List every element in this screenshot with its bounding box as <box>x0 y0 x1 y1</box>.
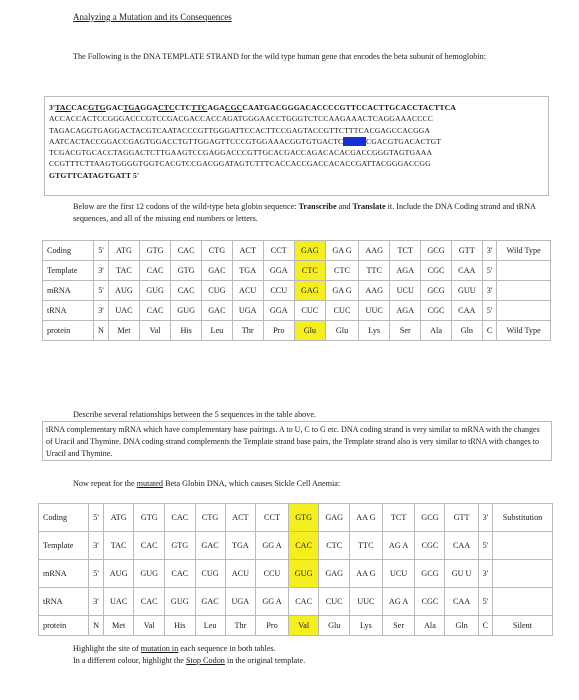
table-cell: CAC <box>171 241 202 261</box>
table-cell: CAC <box>165 504 196 532</box>
sequence-line-2: ACCACCACTCCGGGACCCGTCCGACGACCACCAGATGGGAACCTGGGTCTCCAAGAAACTCAGGAAACCCC <box>49 114 433 124</box>
table-cell: CGC <box>421 301 451 321</box>
table-cell: AGA <box>390 261 421 281</box>
table-cell: GTG <box>171 261 202 281</box>
table-cell: CGC <box>421 261 451 281</box>
row-note <box>492 560 552 588</box>
table-cell: CAA <box>451 261 482 281</box>
hi1-u: mutation in <box>140 644 179 653</box>
table-cell: CAC <box>171 281 202 301</box>
table-cell: TCT <box>390 241 421 261</box>
table-row <box>43 281 551 301</box>
sequence-line-7: GTGTTCATAGTGATT 5' <box>49 170 140 180</box>
table-cell: Lys <box>350 616 383 636</box>
table-cell: Thr <box>225 616 256 636</box>
table-cell: CUG <box>202 281 232 301</box>
table-cell: GUU <box>451 281 482 301</box>
row-end-start: N <box>94 321 109 341</box>
codon-6: GGA <box>140 103 159 112</box>
table-row <box>43 261 551 281</box>
codon-10: AGA <box>207 103 225 112</box>
table-cell: UAC <box>103 588 134 616</box>
row-note: Wild Type <box>497 321 551 341</box>
table-cell: Ser <box>390 321 421 341</box>
mutated-table <box>38 503 553 636</box>
table-cell: GGA <box>263 261 294 281</box>
table-cell: GAG <box>319 504 350 532</box>
sequence-line-6: CCGTTTCTTAAGTGGGGTGGTCACGTCCGACGGATAGTCTTTCACCACCGACCACACCGATTACGGGACCGG <box>49 159 431 169</box>
row-label: Template <box>39 532 89 560</box>
table-cell: CGC <box>415 532 445 560</box>
row-label: mRNA <box>39 560 89 588</box>
row-end-start: 5' <box>89 560 104 588</box>
table-cell: TTC <box>350 532 383 560</box>
table-cell: CAA <box>445 532 478 560</box>
sequence-line-5: TCGACGTGCACCTAGGACTCTTGAAGTCCGAGGACCCGTTGCACGACCAGACACACGACCGGGTAGTGAAA <box>49 148 433 158</box>
highlight-instruction-2 <box>73 656 305 665</box>
table-cell: GA G <box>325 281 358 301</box>
sequence-line-4-b: CGACGTGACACTGT <box>365 136 442 146</box>
hi2-b: in the original template. <box>224 656 306 665</box>
table-cell: GUG <box>288 560 319 588</box>
table-cell: GTG <box>140 241 171 261</box>
codon-11: CGC <box>224 103 243 112</box>
row-note <box>492 588 552 616</box>
table-cell: CGC <box>415 588 445 616</box>
transcribe-instruction <box>73 201 553 225</box>
table-row <box>39 504 553 532</box>
table-cell: CAC <box>134 532 165 560</box>
table-cell: GAG <box>319 560 350 588</box>
instruction-translate: Translate <box>352 202 386 211</box>
three-prime-label: 3' <box>49 103 56 112</box>
table-cell: GUG <box>140 281 171 301</box>
table-row <box>39 616 553 636</box>
table-cell: His <box>171 321 202 341</box>
table-cell: TAC <box>103 532 134 560</box>
table-cell: GAG <box>294 241 325 261</box>
table-row <box>43 301 551 321</box>
row-note <box>497 281 551 301</box>
table-cell: ACT <box>232 241 263 261</box>
row-end-start: 5' <box>94 241 109 261</box>
table-cell: GTG <box>134 504 165 532</box>
row-label: Template <box>43 261 94 281</box>
table-cell: GAC <box>195 588 225 616</box>
codon-5: TGA <box>123 103 141 112</box>
table-cell: GAC <box>195 532 225 560</box>
table-cell: TGA <box>232 261 263 281</box>
table-cell: His <box>165 616 196 636</box>
table-cell: CAA <box>445 588 478 616</box>
row-end-finish: 3' <box>482 241 496 261</box>
sequence-line-4-a: AATCACTACCGGACCGAGTGGACCTGTTGGAGTTCCCGTGGAAACGGTGTGACTC <box>49 136 344 146</box>
table-cell: Ala <box>421 321 451 341</box>
table-cell: AA G <box>350 504 383 532</box>
table-cell: Gln <box>451 321 482 341</box>
codon-3: GTG <box>88 103 106 112</box>
table-cell: GA G <box>325 241 358 261</box>
repeat-a: Now repeat for the <box>73 479 137 488</box>
wild-type-table <box>42 240 551 341</box>
table-cell: UAC <box>108 301 139 321</box>
answer-box[interactable]: tRNA complementary mRNA which have complementary base pairings. A to U, C to G etc. DNA coding strand is very similar to mRNA with the changes of Uracil and Thymine. DNA coding strand complements the Template strand base pairs, the Template strand also is very similar to tRNA with changes to Uracil and Thymine. <box>42 421 552 461</box>
repeat-b: Beta Globin DNA, which causes Sickle Cell Anemia: <box>163 479 341 488</box>
template-sequence-box <box>44 96 549 196</box>
table-cell: Ser <box>382 616 415 636</box>
table-cell: UUC <box>359 301 390 321</box>
row-end-finish: 5' <box>478 532 492 560</box>
table-cell: AUG <box>108 281 139 301</box>
table-row <box>39 560 553 588</box>
table-cell: TCT <box>382 504 415 532</box>
table-row <box>39 532 553 560</box>
row-end-start: N <box>89 616 104 636</box>
row-end-finish: 5' <box>478 588 492 616</box>
worksheet-heading: Analyzing a Mutation and its Consequences <box>73 12 232 22</box>
row-note <box>497 301 551 321</box>
table-cell: GTG <box>165 532 196 560</box>
table-cell: CTG <box>202 241 232 261</box>
hi1-a: Highlight the site of <box>73 644 141 653</box>
table-cell: GAC <box>202 301 232 321</box>
table-cell: GTT <box>445 504 478 532</box>
table-row <box>43 321 551 341</box>
table-cell: Val <box>134 616 165 636</box>
table-row <box>43 241 551 261</box>
table-cell: AAG <box>359 281 390 301</box>
instruction-part1: Below are the first 12 codons of the wild-type beta globin sequence: <box>73 202 299 211</box>
codon-1: TAC <box>55 103 72 112</box>
row-note <box>492 532 552 560</box>
table-cell: Val <box>140 321 171 341</box>
row-label: tRNA <box>39 588 89 616</box>
instruction-and: and <box>336 202 353 211</box>
mutated-prompt <box>73 479 340 488</box>
row-note: Substitution <box>492 504 552 532</box>
row-end-finish: C <box>478 616 492 636</box>
table-cell: Pro <box>263 321 294 341</box>
table-cell: Leu <box>195 616 225 636</box>
row-note <box>497 261 551 281</box>
table-cell: CAC <box>165 560 196 588</box>
row-label: mRNA <box>43 281 94 301</box>
table-cell: CCT <box>256 504 289 532</box>
table-cell: CAC <box>140 301 171 321</box>
table-cell: GG A <box>256 532 289 560</box>
row-end-start: 5' <box>94 281 109 301</box>
hi1-b: each sequence in both tables. <box>178 644 276 653</box>
table-cell: Thr <box>232 321 263 341</box>
table-cell: UGA <box>232 301 263 321</box>
table-cell: CUC <box>294 301 325 321</box>
table-cell: Ala <box>415 616 445 636</box>
table-cell: GCG <box>415 560 445 588</box>
stop-codon-highlight: XXXX <box>343 136 366 146</box>
row-end-start: 3' <box>94 261 109 281</box>
table-cell: UCU <box>390 281 421 301</box>
table-cell: UCU <box>382 560 415 588</box>
table-cell: AGA <box>390 301 421 321</box>
table-cell: Leu <box>202 321 232 341</box>
table-cell: GTG <box>288 504 319 532</box>
row-note: Silent <box>492 616 552 636</box>
instruction-transcribe: Transcribe <box>298 202 337 211</box>
table-cell: ATG <box>103 504 134 532</box>
table-cell: GG A <box>256 588 289 616</box>
sequence-line-4 <box>49 136 544 147</box>
table-cell: GAG <box>294 281 325 301</box>
table-cell: TAC <box>108 261 139 281</box>
table-cell: CAA <box>451 301 482 321</box>
table-cell: UUC <box>350 588 383 616</box>
table-cell: CCU <box>263 281 294 301</box>
row-end-finish: 3' <box>478 560 492 588</box>
table-cell: GUG <box>165 588 196 616</box>
table-cell: Gln <box>445 616 478 636</box>
intro-text: The Following is the DNA TEMPLATE STRAND for the wild type human gene that encodes the beta subunit of hemoglobin: <box>73 52 487 61</box>
codon-7: CTC <box>158 103 175 112</box>
row-end-finish: 3' <box>478 504 492 532</box>
table-cell: Met <box>108 321 139 341</box>
row-end-start: 3' <box>89 588 104 616</box>
sequence-line-1 <box>49 102 544 113</box>
codon-8: CTC <box>174 103 192 112</box>
table-cell: GUG <box>171 301 202 321</box>
table-cell: CAC <box>134 588 165 616</box>
table-cell: Pro <box>256 616 289 636</box>
table-cell: ATG <box>108 241 139 261</box>
table-cell: UGA <box>225 588 256 616</box>
highlight-instruction-1 <box>73 644 276 653</box>
sequence-line-1-rest: CAATGACGGGACACCCCGTTCCACTTGCACCTACTTCA <box>242 103 456 112</box>
table-cell: Lys <box>359 321 390 341</box>
table-cell: TGA <box>225 532 256 560</box>
hi2-u: Stop Codon <box>185 656 225 665</box>
codon-4: GAC <box>105 103 124 112</box>
instruction-part2: it. Include the DNA Coding strand and tRNA sequences, and all of the missing end numbers or letters. <box>73 202 536 223</box>
table-cell: GCG <box>415 504 445 532</box>
table-cell: ACU <box>225 560 256 588</box>
table-cell: AG A <box>382 588 415 616</box>
table-cell: CUC <box>319 588 350 616</box>
table-cell: CAC <box>140 261 171 281</box>
table-cell: AAG <box>359 241 390 261</box>
table-cell: GTT <box>451 241 482 261</box>
describe-prompt: Describe several relationships between the 5 sequences in the table above. <box>73 410 317 419</box>
table-cell: GUG <box>134 560 165 588</box>
table-cell: ACU <box>232 281 263 301</box>
table-cell: CTC <box>294 261 325 281</box>
table-cell: CCT <box>263 241 294 261</box>
sequence-line-3: TAGACAGGTGAGGACTACGTCAATACCCGTTGGGATTCCACTTCCGAGTACCGTTCTTTCACGAGCCACGGA <box>49 125 431 135</box>
table-cell: GU U <box>445 560 478 588</box>
table-cell: CTC <box>325 261 358 281</box>
row-end-start: 3' <box>94 301 109 321</box>
table-cell: CUG <box>195 560 225 588</box>
table-cell: GGA <box>263 301 294 321</box>
table-cell: AG A <box>382 532 415 560</box>
row-end-finish: C <box>482 321 496 341</box>
table-cell: Glu <box>325 321 358 341</box>
table-cell: GCG <box>421 281 451 301</box>
table-cell: CCU <box>256 560 289 588</box>
row-label: Coding <box>39 504 89 532</box>
table-cell: Val <box>288 616 319 636</box>
repeat-mutated: mutated <box>136 479 164 488</box>
table-cell: Glu <box>294 321 325 341</box>
table-cell: Met <box>103 616 134 636</box>
row-end-start: 5' <box>89 504 104 532</box>
row-note: Wild Type <box>497 241 551 261</box>
row-label: Coding <box>43 241 94 261</box>
table-cell: CUC <box>325 301 358 321</box>
row-end-start: 3' <box>89 532 104 560</box>
codon-2: CAC <box>71 103 89 112</box>
table-cell: AUG <box>103 560 134 588</box>
table-cell: Glu <box>319 616 350 636</box>
row-label: protein <box>39 616 89 636</box>
table-cell: AA G <box>350 560 383 588</box>
table-cell: CAC <box>288 532 319 560</box>
table-row <box>39 588 553 616</box>
row-end-finish: 3' <box>482 281 496 301</box>
row-end-finish: 5' <box>482 301 496 321</box>
hi2-a: In a different colour, highlight the <box>73 656 186 665</box>
table-cell: CTG <box>195 504 225 532</box>
table-cell: GAC <box>202 261 232 281</box>
table-cell: TTC <box>359 261 390 281</box>
codon-9: TTC <box>191 103 208 112</box>
table-cell: GCG <box>421 241 451 261</box>
table-cell: CTC <box>319 532 350 560</box>
table-cell: CAC <box>288 588 319 616</box>
row-label: protein <box>43 321 94 341</box>
row-label: tRNA <box>43 301 94 321</box>
row-end-finish: 5' <box>482 261 496 281</box>
table-cell: ACT <box>225 504 256 532</box>
